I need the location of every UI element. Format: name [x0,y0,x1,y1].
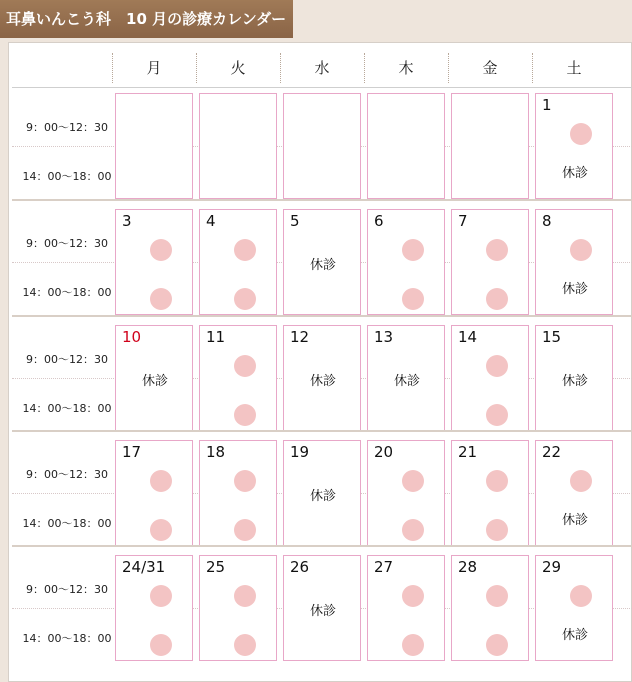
open-marker-icon [150,288,172,310]
closed-label: 休診 [310,604,337,619]
date-number: 28 [458,558,478,576]
date-number: 29 [542,558,562,576]
date-number: 27 [374,558,394,576]
day-cell [451,209,529,315]
open-marker-icon [150,239,172,261]
day-cell [367,325,445,431]
pm-time-label: 14：00～18：00 [22,517,112,530]
open-marker-icon [486,355,508,377]
date-number: 26 [290,558,310,576]
date-number: 17 [122,443,142,461]
closed-label: 休診 [562,513,589,528]
day-cell [367,209,445,315]
date-number: 12 [290,328,310,346]
date-number: 19 [290,443,310,461]
day-header: 月 [146,59,162,77]
date-number: 24/31 [122,558,166,576]
day-cell [115,555,193,661]
date-number: 13 [374,328,394,346]
date-number: 25 [206,558,226,576]
open-marker-icon [486,239,508,261]
open-marker-icon [486,585,508,607]
date-number: 20 [374,443,394,461]
open-marker-icon [570,470,592,492]
day-cell [451,555,529,661]
open-marker-icon [234,239,256,261]
day-cell [199,555,277,661]
pm-time-label: 14：00～18：00 [22,170,112,183]
day-cell [535,440,613,546]
day-header: 金 [482,59,498,77]
day-cell [199,325,277,431]
day-cell [535,325,613,431]
open-marker-icon [486,470,508,492]
open-marker-icon [150,519,172,541]
closed-label: 休診 [142,374,169,389]
page-title: 耳鼻いんこう科 10 月の診療カレンダー [0,0,293,38]
day-cell [115,209,193,315]
day-cell [283,555,361,661]
am-time-label: 9：00～12：30 [26,237,108,250]
date-number: 5 [290,212,300,230]
day-cell [115,325,193,431]
date-number: 7 [458,212,468,230]
open-marker-icon [486,634,508,656]
closed-label: 休診 [562,374,589,389]
open-marker-icon [486,519,508,541]
day-cell [367,93,445,199]
open-marker-icon [234,355,256,377]
pm-time-label: 14：00～18：00 [22,402,112,415]
open-marker-icon [486,404,508,426]
open-marker-icon [234,404,256,426]
day-cell [283,93,361,199]
date-number: 14 [458,328,478,346]
week-separator [12,545,632,547]
open-marker-icon [150,470,172,492]
open-marker-icon [570,585,592,607]
open-marker-icon [234,288,256,310]
closed-label: 休診 [310,489,337,504]
day-cell [451,325,529,431]
closed-label: 休診 [562,628,589,643]
day-header: 土 [566,59,582,77]
day-cell [283,440,361,546]
day-cell [535,93,613,199]
day-cell [199,209,277,315]
open-marker-icon [486,288,508,310]
open-marker-icon [234,585,256,607]
week-row [12,551,632,665]
open-marker-icon [234,519,256,541]
open-marker-icon [234,634,256,656]
date-number: 22 [542,443,562,461]
week-row [12,205,632,319]
day-cell [367,440,445,546]
date-number: 10 [122,328,142,346]
date-number: 1 [542,96,552,114]
open-marker-icon [402,239,424,261]
closed-label: 休診 [562,282,589,297]
am-time-label: 9：00～12：30 [26,468,108,481]
day-cell [535,555,613,661]
open-marker-icon [402,519,424,541]
week-separator [12,315,632,317]
open-marker-icon [402,470,424,492]
week-row [12,89,632,203]
day-cell [451,440,529,546]
day-cell [115,93,193,199]
date-number: 3 [122,212,132,230]
week-row [12,436,632,550]
week-separator [12,199,632,201]
day-cell [535,209,613,315]
day-cell [451,93,529,199]
day-cell [199,440,277,546]
day-cell [283,325,361,431]
open-marker-icon [570,239,592,261]
am-time-label: 9：00～12：30 [26,353,108,366]
closed-label: 休診 [310,374,337,389]
date-number: 4 [206,212,216,230]
day-cell [199,93,277,199]
closed-label: 休診 [310,258,337,273]
date-number: 18 [206,443,226,461]
open-marker-icon [234,470,256,492]
day-cell [367,555,445,661]
week-separator [12,430,632,432]
open-marker-icon [402,634,424,656]
open-marker-icon [402,288,424,310]
date-number: 6 [374,212,384,230]
day-header: 木 [398,59,414,77]
date-number: 15 [542,328,562,346]
am-time-label: 9：00～12：30 [26,121,108,134]
date-number: 8 [542,212,552,230]
pm-time-label: 14：00～18：00 [22,632,112,645]
open-marker-icon [402,585,424,607]
pm-time-label: 14：00～18：00 [22,286,112,299]
day-header: 水 [314,59,330,77]
open-marker-icon [150,585,172,607]
open-marker-icon [150,634,172,656]
calendar-header [12,49,632,88]
day-header: 火 [230,59,246,77]
day-cell [115,440,193,546]
closed-label: 休診 [394,374,421,389]
week-row [12,321,632,435]
day-cell [283,209,361,315]
date-number: 21 [458,443,478,461]
closed-label: 休診 [562,166,589,181]
date-number: 11 [206,328,226,346]
open-marker-icon [570,123,592,145]
am-time-label: 9：00～12：30 [26,583,108,596]
